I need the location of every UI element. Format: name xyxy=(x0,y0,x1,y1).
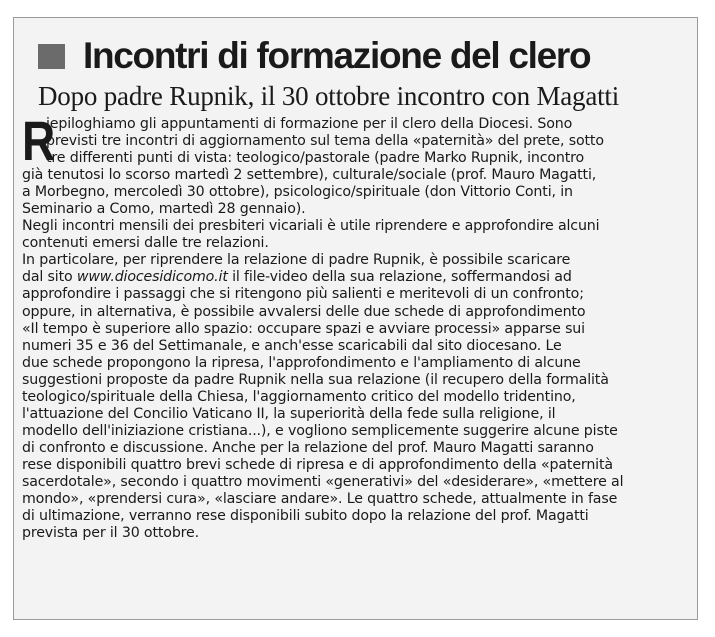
body-line: l'attuazione del Concilio Vaticano II, la superiorità della fede sulla religione, il xyxy=(22,405,556,422)
body-line: numeri 35 e 36 del Settimanale, e anch'esse scaricabili dal sito diocesano. Le xyxy=(22,337,562,354)
body-line: sacerdotale», secondo i quattro movimenti «generativi» del «desiderare», «mettere al xyxy=(22,473,624,490)
body-line: previsti tre incontri di aggiornamento sul tema della «paternità» del prete, sotto xyxy=(46,133,604,150)
body-line: Seminario a Como, martedì 28 gennaio). xyxy=(22,201,306,218)
body-line: contenuti emersi dalle tre relazioni. xyxy=(22,235,269,252)
body-line: «Il tempo è superiore allo spazio: occupare spazi e avviare processi» apparse sui xyxy=(22,320,585,337)
body-line: teologico/spirituale della Chiesa, l'aggiornamento critico del modello tridentino, xyxy=(22,388,576,405)
subheadline: Dopo padre Rupnik, il 30 ottobre incontro con Magatti xyxy=(38,81,620,111)
diocese-website-link[interactable]: www.diocesidicomo.it xyxy=(76,269,228,286)
body-line: mondo», «prendersi cura», «lasciare andare». Le quattro schede, attualmente in fase xyxy=(22,491,618,508)
body-line: di ultimazione, verranno rese disponibili subito dopo la relazione del prof. Magatti xyxy=(22,508,589,525)
body-line: due schede propongono la ripresa, l'approfondimento e l'ampliamento di alcune xyxy=(22,354,581,371)
article-body xyxy=(22,109,672,542)
body-line: di confronto e discussione. Anche per la relazione del prof. Mauro Magatti saranno xyxy=(22,439,594,456)
body-line: In particolare, per riprendere la relazione di padre Rupnik, è possibile scaricare xyxy=(22,252,571,269)
body-line: già tenutosi lo scorso martedì 2 settembre), culturale/sociale (prof. Mauro Magatti, xyxy=(22,167,597,184)
body-line: prevista per il 30 ottobre. xyxy=(22,525,199,542)
headline-row xyxy=(38,34,590,78)
headline: Incontri di formazione del clero xyxy=(83,35,591,76)
body-line: a Morbegno, mercoledì 30 ottobre), psicologico/spirituale (don Vittorio Conti, in xyxy=(22,184,573,201)
drop-cap: R xyxy=(22,109,56,172)
body-line-suffix: il file-video della sua relazione, soffermandosi ad xyxy=(227,269,572,286)
body-line: approfondire i passaggi che si ritengono più salienti e meritevoli di un confronto; xyxy=(22,286,584,303)
body-line: iepiloghiamo gli appuntamenti di formazione per il clero della Diocesi. Sono xyxy=(46,116,573,132)
body-line: Negli incontri mensili dei presbiteri vicariali è utile riprendere e approfondire alcuni xyxy=(22,218,600,235)
body-line: suggestioni proposte da padre Rupnik nella sua relazione (il recupero della formalità xyxy=(22,371,609,388)
body-line: rese disponibili quattro brevi schede di ripresa e di approfondimento della «paternità xyxy=(22,456,613,473)
body-line: tre differenti punti di vista: teologico/pastorale (padre Marko Rupnik, incontro xyxy=(46,150,585,167)
body-line-with-url xyxy=(22,269,672,286)
body-line: modello dell'iniziazione cristiana...), e vogliono semplicemente suggerire alcune piste xyxy=(22,422,618,439)
body-line: oppure, in alternativa, è possibile avvalersi delle due schede di approfondimento xyxy=(22,303,586,320)
headline-square-marker xyxy=(38,44,65,69)
body-line-prefix: dal sito xyxy=(22,269,77,286)
